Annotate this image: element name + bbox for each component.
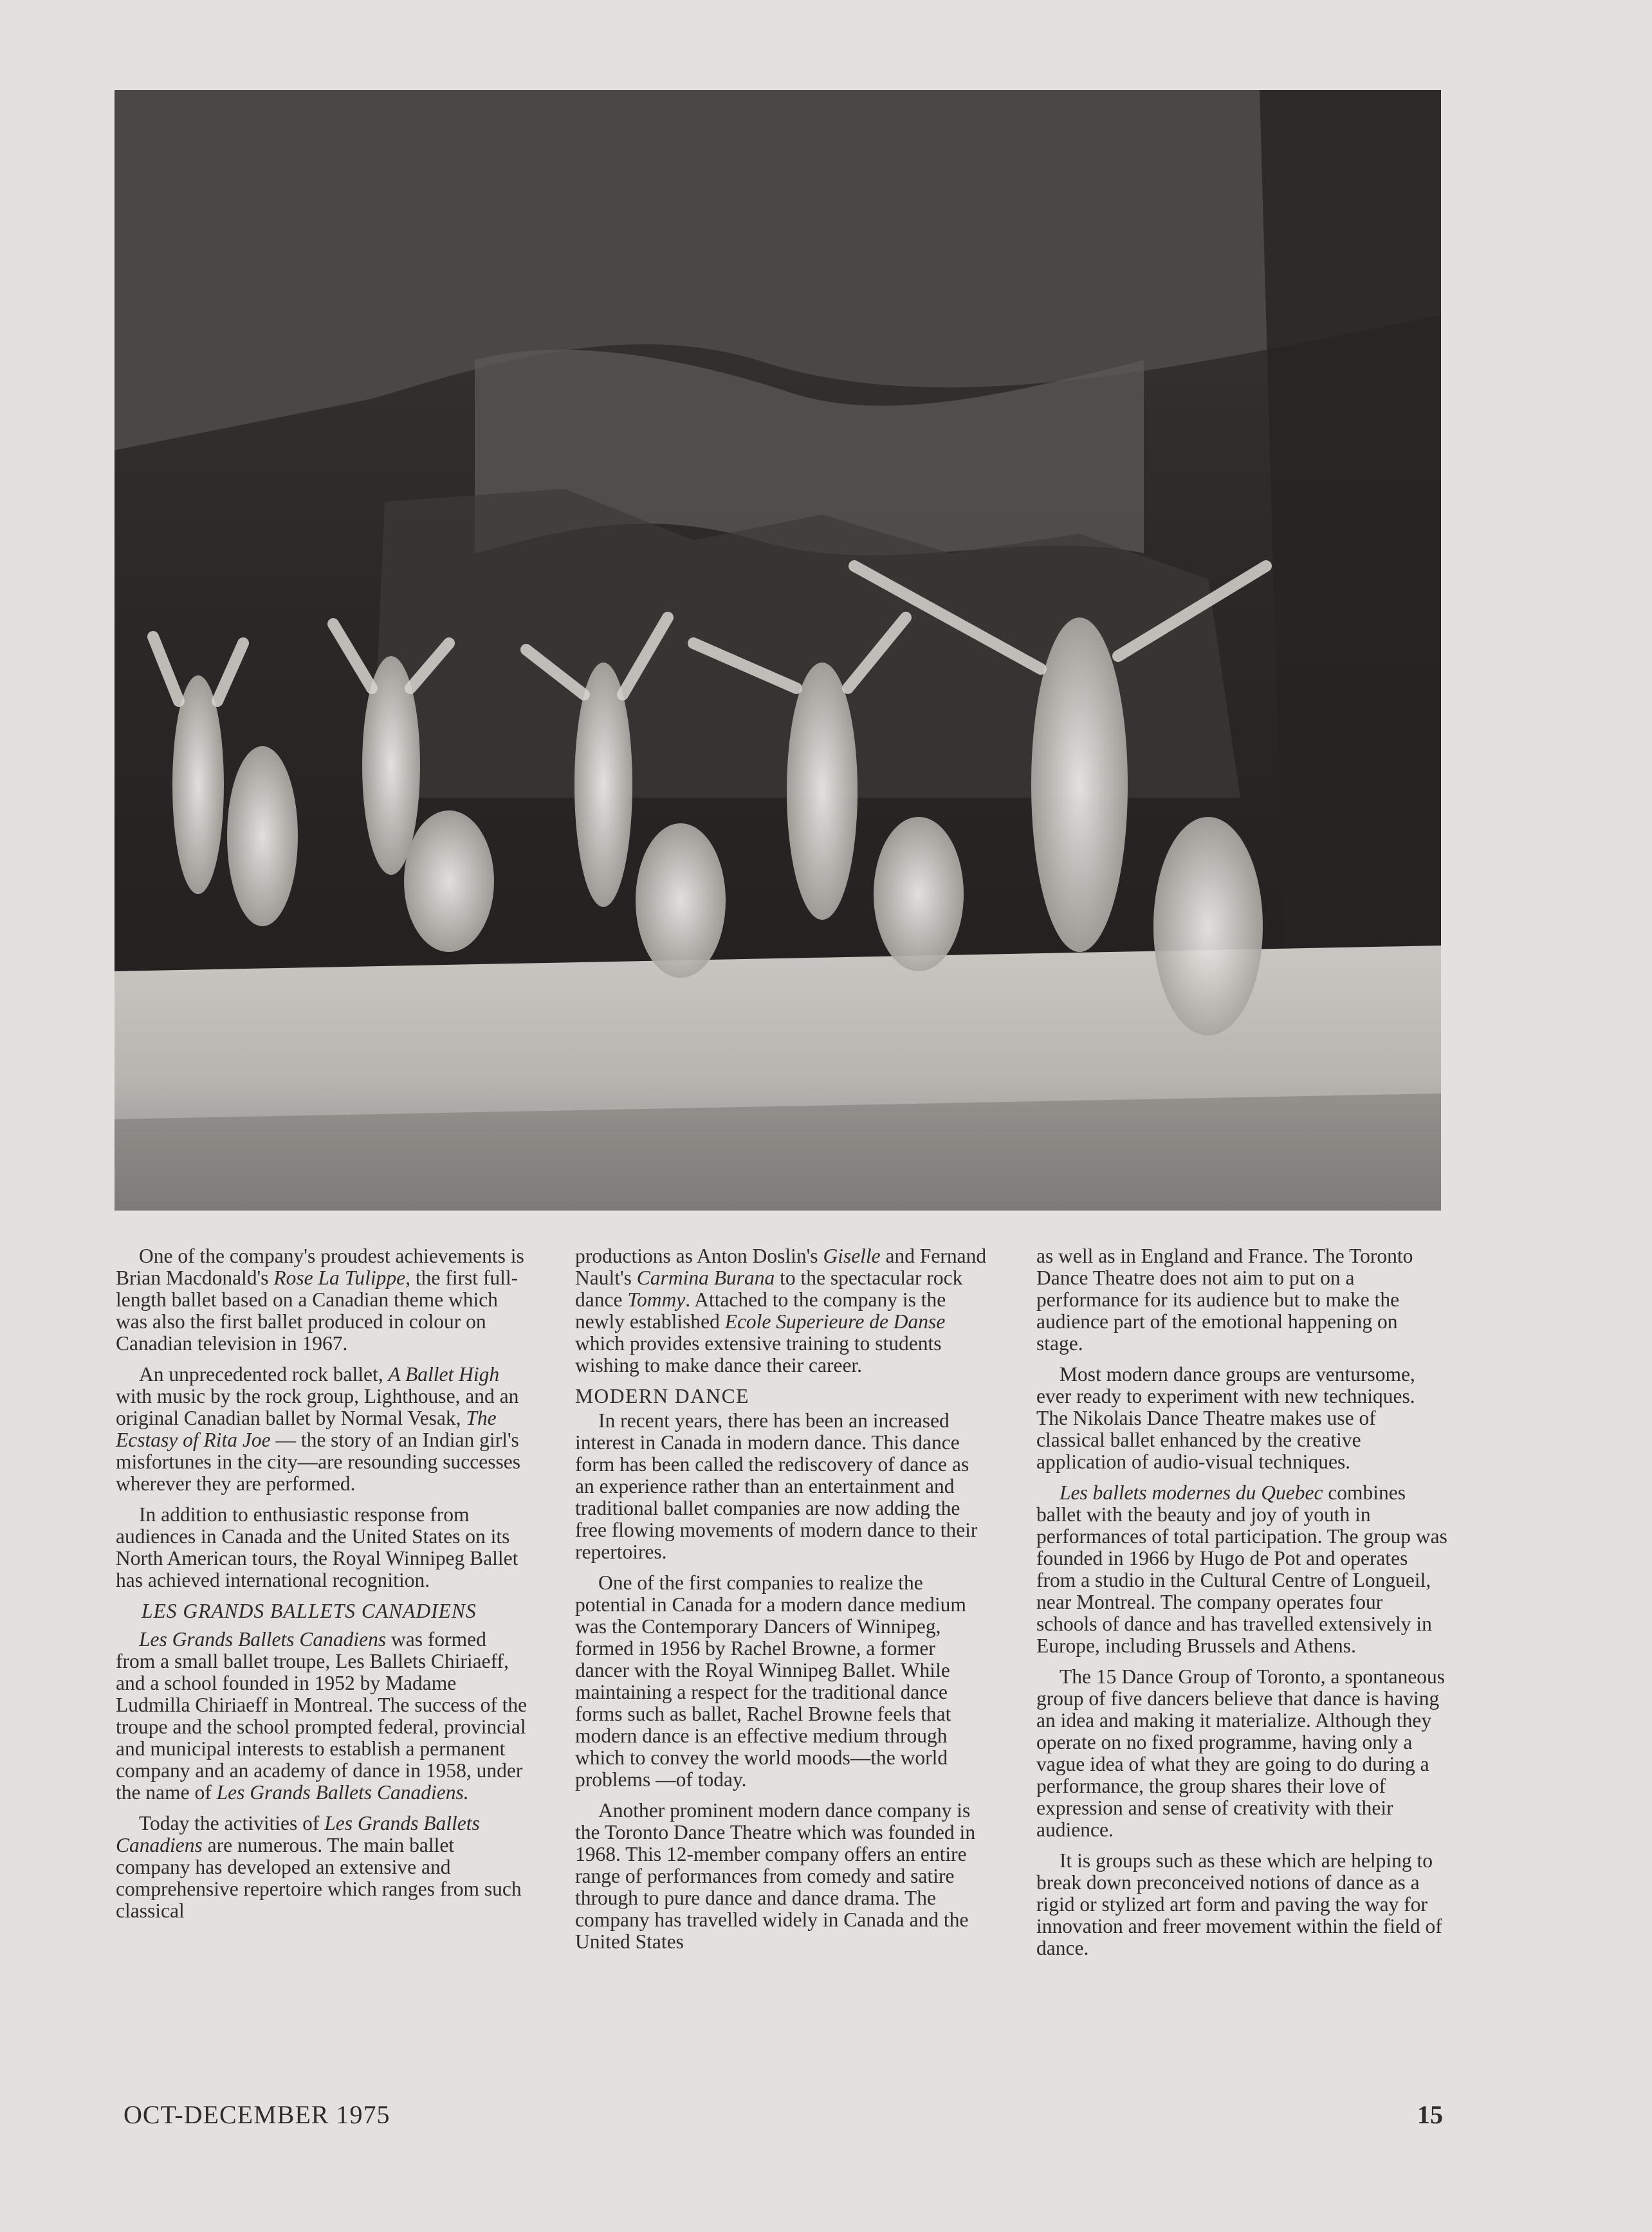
paragraph [1036, 1850, 1448, 1959]
paragraph [116, 1364, 528, 1495]
dance-photo-illustration [115, 90, 1441, 1211]
italic-title: The Ecstasy of Rita Joe [116, 1407, 497, 1451]
text-run: One of the first companies to realize the potential in Canada for a modern dance medium was the Contemporary Dancers of Winnipeg, formed in 1956 by Rachel Browne, a former dancer with the Royal Winnipeg Ballet. While maintaining a respect for the traditional dance forms such as ballet, Rachel Browne feels that modern dance is an effective medium through which to convey the world moods—the world problems —of today. [575, 1571, 966, 1791]
text-column-1 [116, 1245, 528, 1931]
text-run: Today the activities of [139, 1812, 325, 1834]
text-run: In addition to enthusiastic response from audiences in Canada and the United States on its North American tours, the Royal Winnipeg Ballet has achieved international recognition. [116, 1503, 519, 1591]
text-run: , the first full-length ballet based on a Canadian theme which was also the first ballet produced in colour on Canadian television in 1967. [116, 1267, 519, 1355]
text-run: MODERN DANCE [575, 1385, 749, 1407]
italic-title: Carmina Burana [636, 1267, 775, 1289]
section-heading [116, 1600, 528, 1622]
paragraph [575, 1800, 987, 1953]
paragraph [116, 1813, 528, 1922]
text-run: . Attached to the company is the newly established [575, 1288, 946, 1333]
text-run: combines ballet with the beauty and joy of youth in performances of total participation. The group was founded in 1966 by Hugo de Pot and operates from a studio in the Cultural Centre of Longueil, near Montreal. The company operates four schools of dance and has travelled extensively in Europe, including Brussels and Athens. [1036, 1481, 1447, 1657]
italic-title: Les ballets modernes du Quebec [1060, 1481, 1323, 1504]
dance-photo [115, 90, 1441, 1211]
text-run: It is groups such as these which are helping to break down preconceived notions of dance as a rigid or stylized art form and paving the way for innovation and freer movement within the field of dance. [1036, 1849, 1442, 1959]
issue-date: OCT-DECEMBER 1975 [124, 2100, 390, 2129]
text-run: was formed from a small ballet troupe, Les Ballets Chiriaeff, and a school founded in 1952 by Madame Ludmilla Chiriaeff in Montreal. The success of the troupe and the school prompted federal, provincial and municipal interests to establish a permanent company and an academy of dance in 1958, under the name of [116, 1628, 528, 1804]
paragraph [116, 1504, 528, 1591]
text-column-3 [1036, 1245, 1448, 1968]
text-run: An unprecedented rock ballet, [139, 1363, 389, 1386]
text-column-2 [575, 1245, 987, 1962]
paragraph [575, 1245, 987, 1377]
paragraph [1036, 1364, 1448, 1473]
italic-title: Tommy [627, 1288, 686, 1311]
text-run: Another prominent modern dance company is the Toronto Dance Theatre which was founded in 1968. This 12-member company offers an entire range of performances from comedy and satire through to pure dance and dance drama. The company has travelled widely in Canada and the United States [575, 1799, 976, 1953]
text-run: which provides extensive training to students wishing to make dance their career. [575, 1332, 942, 1377]
paragraph [1036, 1482, 1448, 1657]
italic-title: Giselle [823, 1245, 881, 1267]
text-run: and Fernand Nault's [575, 1245, 987, 1289]
text-run: LES GRANDS BALLETS CANADIENS [142, 1600, 477, 1622]
paragraph [1036, 1245, 1448, 1355]
text-run: Most modern dance groups are ventursome, ever ready to experiment with new techniques. The Nikolais Dance Theatre makes use of classical ballet enhanced by the creative application of audio-visual techniques. [1036, 1363, 1415, 1473]
paragraph [575, 1410, 987, 1563]
italic-title: A Ballet High [388, 1363, 500, 1386]
page-number: 15 [1417, 2100, 1443, 2129]
section-heading [575, 1386, 987, 1407]
text-run: with music by the rock group, Lighthouse, and an original Canadian ballet by Normal Vesak, [116, 1385, 519, 1429]
paragraph [116, 1245, 528, 1355]
text-run: are numerous. The main ballet company has developed an extensive and comprehensive repertoire which ranges from such classical [116, 1834, 522, 1922]
text-run: One of the company's proudest achievements is Brian Macdonald's [116, 1245, 524, 1289]
text-run: to the spectacular rock dance [575, 1267, 963, 1311]
text-run: productions as Anton Doslin's [575, 1245, 823, 1267]
italic-title: Ecole Superieure de Danse [724, 1310, 946, 1333]
italic-title: Les Grands Ballets Canadiens. [216, 1781, 469, 1804]
italic-title: Les Grands Ballets Canadiens [139, 1628, 387, 1651]
text-run: — the story of an Indian girl's misfortunes in the city—are resounding successes wherever they are performed. [116, 1429, 520, 1495]
paragraph [116, 1629, 528, 1804]
text-run: The 15 Dance Group of Toronto, a spontaneous group of five dancers believe that dance is having an idea and making it materialize. Although they operate on no fixed programme, having only a vague idea of what they are going to do during a performance, the group shares their love of expression and sense of creativity with their audience. [1036, 1665, 1446, 1841]
italic-title: Rose La Tulippe [273, 1267, 406, 1289]
paragraph [1036, 1666, 1448, 1841]
text-run: as well as in England and France. The Toronto Dance Theatre does not aim to put on a performance for its audience but to make the audience part of the emotional happening on stage. [1036, 1245, 1413, 1355]
italic-title: Les Grands Ballets Canadiens [116, 1812, 480, 1856]
paragraph [575, 1572, 987, 1791]
text-run: In recent years, there has been an increased interest in Canada in modern dance. This dance form has been called the rediscovery of dance as an experience rather than an entertainment and traditional ballet companies are now adding the free flowing movements of modern dance to their repertoires. [575, 1409, 978, 1563]
